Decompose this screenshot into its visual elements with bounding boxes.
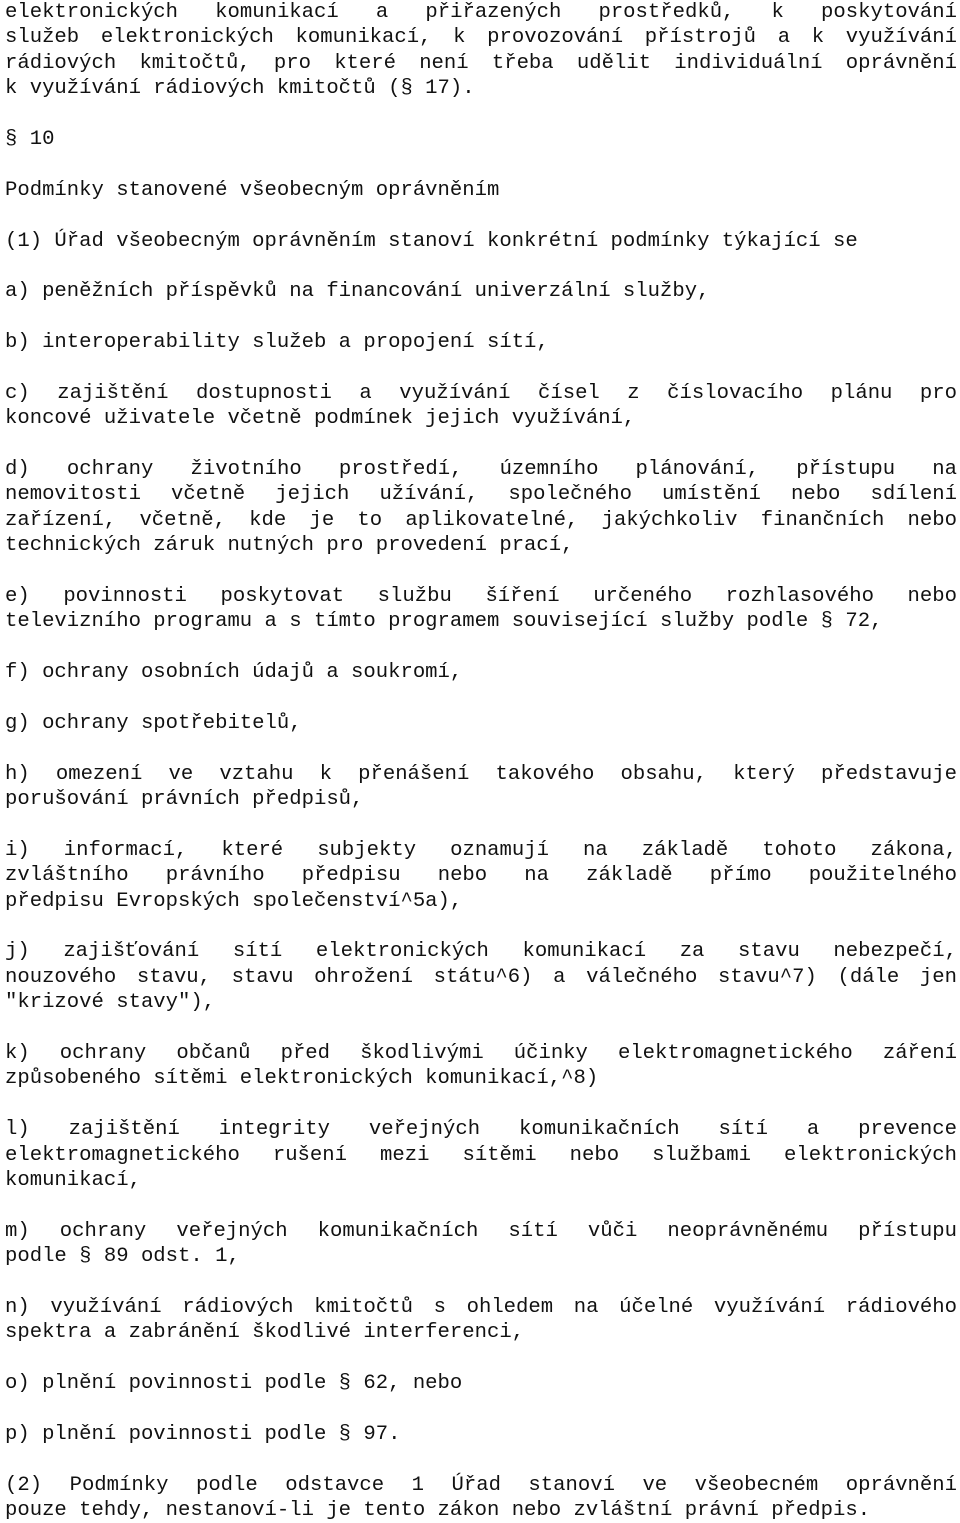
text-line: spektra a zabránění škodlivé interferenci, bbox=[5, 1321, 525, 1345]
text-line: "krizové stavy"), bbox=[5, 991, 216, 1015]
text-line: komunikací, bbox=[5, 1168, 141, 1192]
text-line: f) ochrany osobních údajů a soukromí, bbox=[5, 661, 463, 685]
text-line: h) omezení ve vztahu k přenášení takového obsahu, který představuje bbox=[5, 762, 957, 786]
text-line: (2) Podmínky podle odstavce 1 Úřad stanoví ve všeobecném oprávnění bbox=[5, 1473, 957, 1497]
text-line: elektromagnetického rušení mezi sítěmi nebo službami elektronických bbox=[5, 1143, 957, 1167]
text-line: koncové uživatele včetně podmínek jejich využívání, bbox=[5, 407, 636, 431]
list-item bbox=[5, 660, 957, 685]
paragraph-2 bbox=[5, 1473, 957, 1523]
text-line: zařízení, včetně, kde je to aplikovatelné, jakýchkoliv finančních nebo bbox=[5, 508, 957, 532]
document-page bbox=[5, 0, 957, 1523]
list-item bbox=[5, 330, 957, 355]
list-item bbox=[5, 1295, 957, 1346]
text-line: c) zajištění dostupnosti a využívání čísel z číslovacího plánu pro bbox=[5, 381, 957, 405]
list-item bbox=[5, 1422, 957, 1447]
text-line: g) ochrany spotřebitelů, bbox=[5, 711, 302, 735]
text-line: k využívání rádiových kmitočtů (§ 17). bbox=[5, 77, 475, 101]
section-title: Podmínky stanovené všeobecným oprávněním bbox=[5, 178, 500, 202]
text-line: rádiových kmitočtů, pro které není třeba udělit individuální oprávnění bbox=[5, 51, 957, 75]
text-line: m) ochrany veřejných komunikačních sítí vůči neoprávněnému přístupu bbox=[5, 1219, 957, 1243]
text-line: předpisu Evropských společenství^5a), bbox=[5, 889, 463, 913]
text-line: j) zajišťování sítí elektronických komunikací za stavu nebezpečí, bbox=[5, 940, 957, 964]
text-line: n) využívání rádiových kmitočtů s ohledem na účelné využívání rádiového bbox=[5, 1295, 957, 1319]
text-line: způsobeného sítěmi elektronických komunikací,^8) bbox=[5, 1067, 599, 1091]
text-line: o) plnění povinnosti podle § 62, nebo bbox=[5, 1372, 463, 1396]
text-line: l) zajištění integrity veřejných komunikačních sítí a prevence bbox=[5, 1118, 957, 1142]
text-line: a) peněžních příspěvků na financování univerzální služby, bbox=[5, 280, 710, 304]
list-item bbox=[5, 939, 957, 1015]
list-item bbox=[5, 711, 957, 736]
list-item bbox=[5, 762, 957, 813]
text-line: technických záruk nutných pro provedení prací, bbox=[5, 534, 574, 558]
text-line: p) plnění povinnosti podle § 97. bbox=[5, 1422, 401, 1446]
text-line: podle § 89 odst. 1, bbox=[5, 1245, 240, 1269]
list-item bbox=[5, 381, 957, 432]
list-item bbox=[5, 279, 957, 304]
paragraph-1-lead: (1) Úřad všeobecným oprávněním stanoví konkrétní podmínky týkající se bbox=[5, 229, 858, 253]
text-line: televizního programu a s tímto programem související služby podle § 72, bbox=[5, 610, 883, 634]
text-line: b) interoperability služeb a propojení sítí, bbox=[5, 331, 549, 355]
text-line: nemovitosti včetně jejich užívání, společného umístění nebo sdílení bbox=[5, 483, 957, 507]
list-item bbox=[5, 838, 957, 914]
list-item bbox=[5, 457, 957, 559]
text-line: pouze tehdy, nestanoví-li je tento zákon nebo zvláštní právní předpis. bbox=[5, 1499, 871, 1523]
text-line: k) ochrany občanů před škodlivými účinky elektromagnetického záření bbox=[5, 1042, 957, 1066]
list-item bbox=[5, 1371, 957, 1396]
list-item bbox=[5, 1219, 957, 1270]
text-line: i) informací, které subjekty oznamují na základě tohoto zákona, bbox=[5, 838, 957, 862]
text-line: zvláštního právního předpisu nebo na základě přímo použitelného bbox=[5, 864, 957, 888]
text-line: nouzového stavu, stavu ohrožení státu^6) a válečného stavu^7) (dále jen bbox=[5, 965, 957, 989]
text-line: d) ochrany životního prostředí, územního plánování, přístupu na bbox=[5, 458, 957, 482]
section-number: § 10 bbox=[5, 127, 55, 151]
text-line: služeb elektronických komunikací, k provozování přístrojů a k využívání bbox=[5, 26, 957, 50]
list-item bbox=[5, 1117, 957, 1193]
text-line: elektronických komunikací a přiřazených prostředků, k poskytování bbox=[5, 1, 957, 24]
item-list bbox=[5, 254, 957, 1447]
text-line: e) povinnosti poskytovat službu šíření určeného rozhlasového nebo bbox=[5, 584, 957, 608]
list-item bbox=[5, 584, 957, 635]
text-line: porušování právních předpisů, bbox=[5, 788, 364, 812]
list-item bbox=[5, 1041, 957, 1092]
intro-paragraph bbox=[5, 0, 957, 102]
